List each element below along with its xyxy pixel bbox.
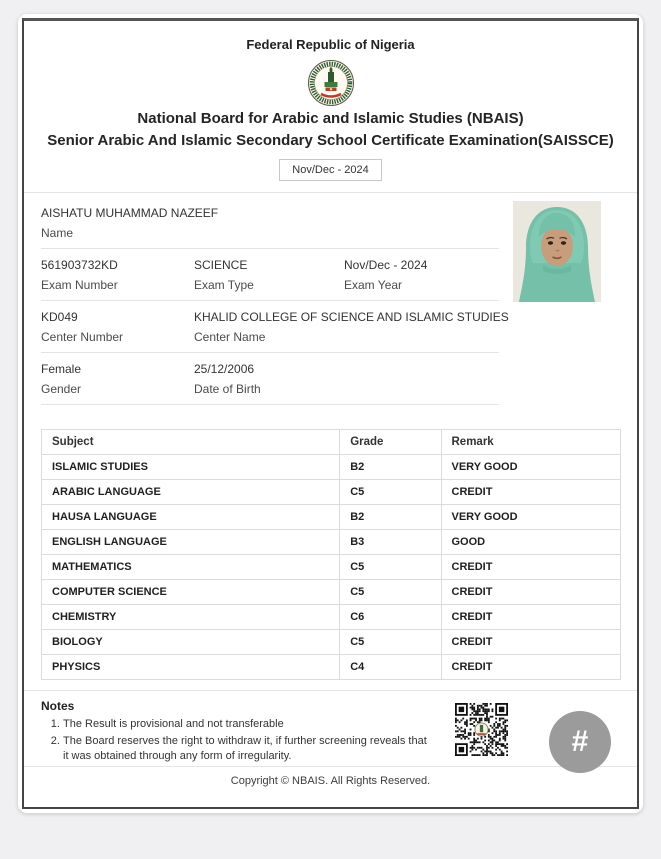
results-header-row [42,430,621,455]
document-header [24,21,637,193]
remark-cell: CREDIT [441,605,621,630]
note-item: 2. The Board reserves the right to withdraw it, if further screening reveals that it was obtained through any form of irregularity. [63,734,435,764]
center-number-value: KD049 [41,310,78,324]
note-item: 1. The Result is provisional and not transferable [63,717,435,732]
results-table [41,429,621,680]
info-row-bio [41,353,499,405]
remark-cell: VERY GOOD [441,455,621,480]
country-title: Federal Republic of Nigeria [246,37,415,52]
remark-cell: CREDIT [441,480,621,505]
hash-fab-button[interactable]: # [549,711,611,773]
grade-cell: C4 [340,655,441,680]
subject-cell: ENGLISH LANGUAGE [42,530,340,555]
table-row [42,530,621,555]
grade-cell: B2 [340,505,441,530]
session-badge: Nov/Dec - 2024 [279,159,381,181]
exam-type-value: SCIENCE [194,258,248,272]
remark-cell: CREDIT [441,630,621,655]
table-row [42,505,621,530]
grade-cell: C5 [340,480,441,505]
document-frame [22,18,639,809]
center-name-label: Center Name [194,330,266,344]
notes-block [41,699,435,766]
remark-cell: CREDIT [441,555,621,580]
grade-cell: B3 [340,530,441,555]
dob-label: Date of Birth [194,382,261,396]
subject-cell: BIOLOGY [42,630,340,655]
grade-cell: C6 [340,605,441,630]
subject-cell: PHYSICS [42,655,340,680]
table-row [42,655,621,680]
exam-year-value: Nov/Dec - 2024 [344,258,428,272]
table-row [42,555,621,580]
info-row-name [41,197,499,249]
table-row [42,580,621,605]
candidate-name-value: AISHATU MUHAMMAD NAZEEF [41,206,219,220]
exam-number-value: 561903732KD [41,258,118,272]
results-table-wrap [41,429,621,680]
grade-cell: C5 [340,580,441,605]
remark-cell: VERY GOOD [441,505,621,530]
results-body [42,455,621,680]
copyright-text: Copyright © NBAIS. All Rights Reserved. [230,775,431,787]
candidate-info-section [24,193,637,405]
column-header-remark: Remark [441,430,621,455]
table-row [42,605,621,630]
remark-cell: GOOD [441,530,621,555]
info-row-exam [41,249,499,301]
gender-label: Gender [41,382,82,396]
column-header-subject: Subject [42,430,340,455]
table-row [42,455,621,480]
remark-cell: CREDIT [441,580,621,605]
subject-cell: HAUSA LANGUAGE [42,505,340,530]
result-card [18,14,643,813]
notes-heading: Notes [41,699,75,713]
center-number-label: Center Number [41,330,124,344]
table-row [42,480,621,505]
info-row-center [41,301,509,353]
grade-cell: B2 [340,455,441,480]
grade-cell: C5 [340,630,441,655]
exam-type-label: Exam Type [194,278,254,292]
subject-cell: CHEMISTRY [42,605,340,630]
grade-cell: C5 [340,555,441,580]
remark-cell: CREDIT [441,655,621,680]
table-row [42,630,621,655]
subject-cell: MATHEMATICS [42,555,340,580]
subject-cell: ISLAMIC STUDIES [42,455,340,480]
exam-number-label: Exam Number [41,278,118,292]
exam-year-label: Exam Year [344,278,403,292]
gender-value: Female [41,362,82,376]
notes-section [24,691,637,766]
candidate-fields [41,197,509,405]
subject-cell: COMPUTER SCIENCE [42,580,340,605]
notes-list [63,717,435,764]
document-footer [24,766,637,809]
board-title: National Board for Arabic and Islamic Studies (NBAIS) [137,110,524,127]
candidate-name-label: Name [41,226,74,240]
student-photo [513,201,601,302]
exam-title: Senior Arabic And Islamic Secondary School Certificate Examination(SAISSCE) [47,132,614,149]
column-header-grade: Grade [340,430,441,455]
nbais-seal-icon [307,59,355,107]
center-name-value: KHALID COLLEGE OF SCIENCE AND ISLAMIC STUDIES [194,310,509,324]
qr-code-icon [455,702,508,757]
dob-value: 25/12/2006 [194,362,255,376]
subject-cell: ARABIC LANGUAGE [42,480,340,505]
